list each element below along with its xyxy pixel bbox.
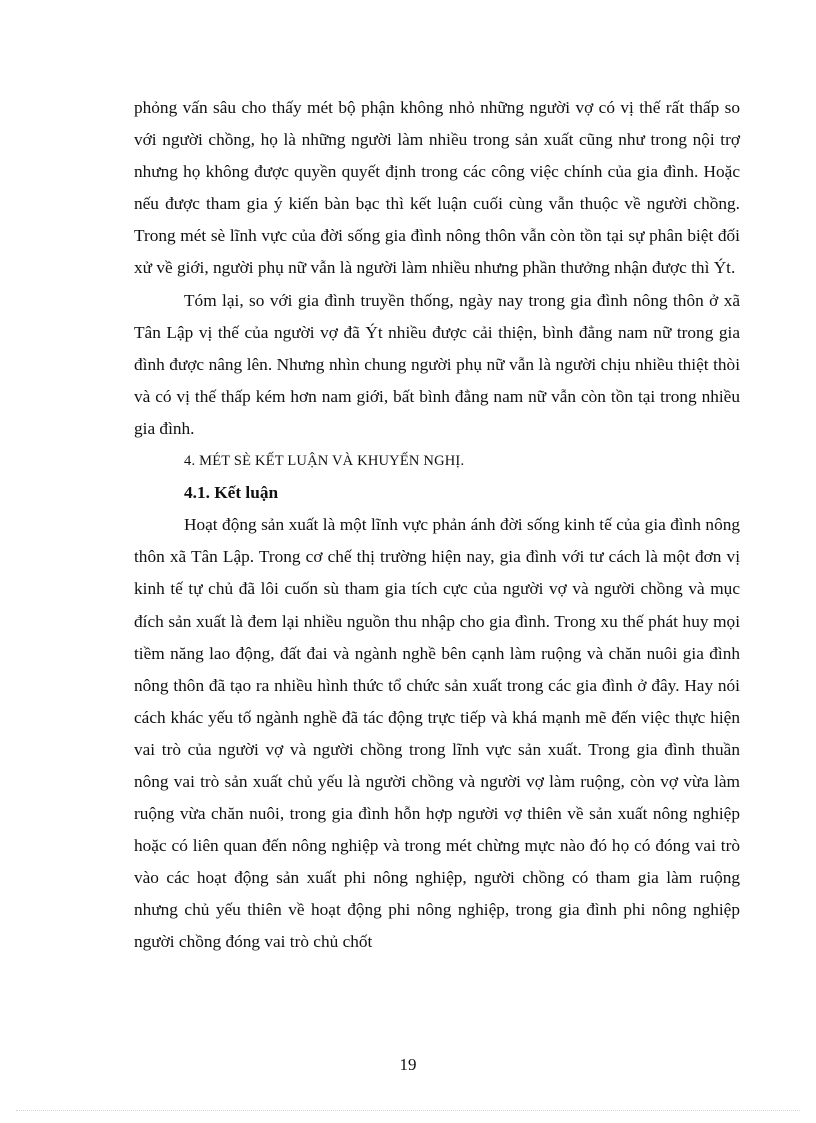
- paragraph-conclusion: Hoạt động sản xuất là một lĩnh vực phản ánh đời sống kinh tế của gia đình nông thôn xã Tân Lập. Trong cơ chế thị trường hiện nay, gia đình với tư cách là một đơn vị kinh tế tự chủ đã lôi cuốn sù tham gia tích cực của người vợ và người chồng và mục đích sản xuất là đem lại nhiều nguồn thu nhập cho gia đình. Trong xu thế phát huy mọi tiềm năng lao động, đất đai và ngành nghề bên cạnh làm ruộng và chăn nuôi gia đình nông thôn đã tạo ra nhiều hình thức tổ chức sản xuất trong các gia đình ở đây. Hay nói cách khác yếu tố ngành nghề đã tác động trực tiếp và khá mạnh mẽ đến việc thực hiện vai trò của người vợ và người chồng trong lĩnh vực sản xuất. Trong gia đình thuần nông vai trò sản xuất chủ yếu là người chồng và người vợ làm ruộng, còn vợ vừa làm ruộng vừa chăn nuôi, trong gia đình hỗn hợp người vợ thiên về sản xuất nông nghiệp hoặc có liên quan đến nông nghiệp và trong mét chừng mực nào đó họ có đóng vai trò vào các hoạt động sản xuất phi nông nghiệp, người chồng có tham gia làm ruộng nhưng chủ yếu thiên về hoạt động phi nông nghiệp, trong gia đình phi nông nghiệp người chồng đóng vai trò chủ chốt: [134, 515, 740, 952]
- section-heading: 4. MÉT SÈ KẾT LUẬN VÀ KHUYẾN NGHỊ.: [184, 453, 465, 470]
- page-bottom-divider: [16, 1110, 800, 1111]
- page-number: 19: [399, 1055, 417, 1074]
- body-text: [134, 92, 740, 959]
- paragraph-continued: phỏng vấn sâu cho thấy mét bộ phận không nhỏ những người vợ có vị thế rất thấp so với người chồng, họ là những người làm nhiều trong sản xuất cũng như trong nội trợ nhưng họ không được quyền quyết định trong các công việc chính của gia đình. Hoặc nếu được tham gia ý kiến bàn bạc thì kết luận cuối cùng vẫn thuộc về người chồng. Trong mét sè lĩnh vực của đời sống gia đình nông thôn vẫn còn tồn tại sự phân biệt đối xử về giới, người phụ nữ vẫn là người làm nhiều nhưng phần thưởng nhận được thì Ýt.: [134, 98, 740, 278]
- paragraph-summary: Tóm lại, so với gia đình truyền thống, ngày nay trong gia đình nông thôn ở xã Tân Lập vị thế của người vợ đã Ýt nhiều được cải thiện, bình đẳng nam nữ trong gia đình được nâng lên. Nhưng nhìn chung người phụ nữ vẫn là người chịu nhiều thiệt thòi và có vị thế thấp kém hơn nam giới, bất bình đẳng nam nữ vẫn còn tồn tại trong nhiều gia đình.: [134, 290, 740, 438]
- subsection-heading: 4.1. Kết luận: [184, 483, 279, 503]
